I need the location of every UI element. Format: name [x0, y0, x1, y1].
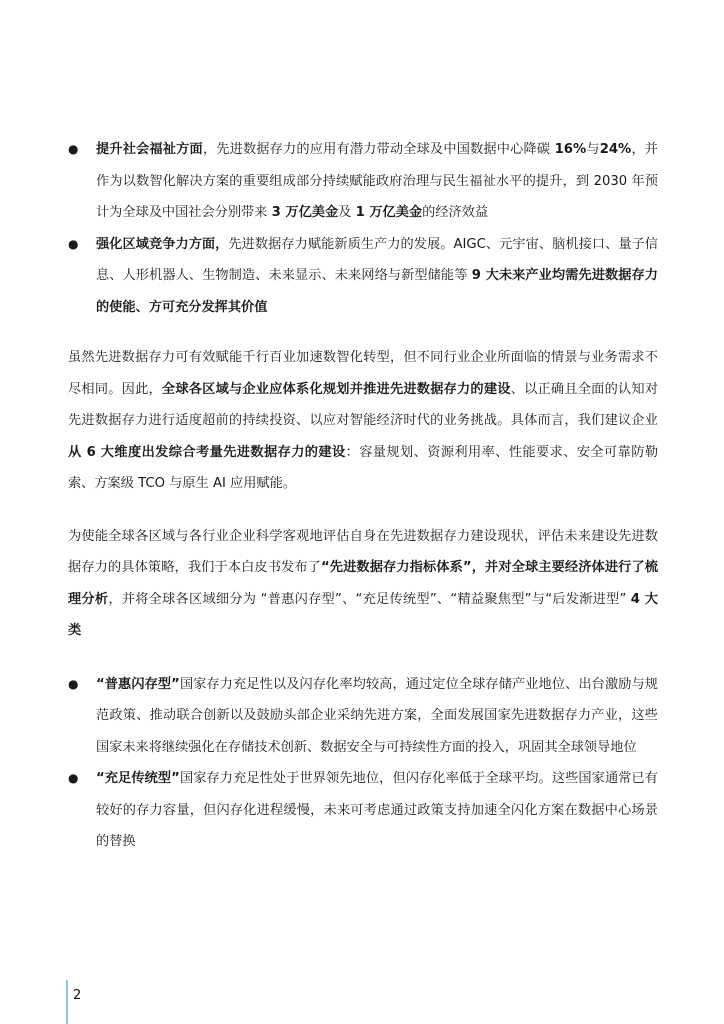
bullet-icon: ●: [68, 142, 79, 156]
bullet-icon: ●: [68, 771, 79, 785]
text-run: 为使能全球各区域与各行业企业科学客观地评估自身在先进数据存力建设现状，评估未来建设先进数据存力的具体策略，我们于本白皮书发布了: [68, 528, 658, 575]
text-run: ，先进数据存力的应用有潜力带动全球及中国数据中心降碳: [202, 142, 555, 157]
list-item: [68, 134, 658, 229]
page-number: 2: [73, 988, 82, 1003]
bold-text-run: 16%: [554, 142, 587, 157]
text-run: 先进数据存力赋能新质生产力的发展。AIGC、元宇宙、脑机接口、量子信息、人形机器人、生物制造、未来显示、未来网络与新型储能等: [96, 236, 658, 283]
list-item-text: [96, 237, 658, 315]
category-bullet-list: [68, 669, 658, 858]
text-run: ，并作为以数智化解决方案的重要组成部分持续赋能政府治理与民生福祉水平的提升，到 2030 年预计为全球及中国社会分别带来: [96, 142, 658, 220]
document-body: [68, 134, 658, 858]
text-run: 国家存力充足性以及闪存化率均较高，通过定位全球存储产业地位、出台激励与规范政策、推动联合创新以及鼓励头部企业采纳先进方案，全面发展国家先进数据存力产业，这些国家未来将继续强化在存储技术创新、数据安全与可持续性方面的投入，巩固其全球领导地位: [96, 676, 658, 755]
bold-text-run: 全球各区域与企业应体系化规划并推进先进数据存力的建设: [161, 381, 511, 397]
bold-text-run: “先进数据存力指标体系”，并对全球主要经济体进行了梳理分析: [68, 560, 658, 607]
text-run: 与: [586, 142, 600, 157]
list-item-text: [96, 142, 658, 220]
bullet-icon: ●: [68, 236, 79, 251]
bold-text-run: 3 万亿美金: [271, 205, 339, 220]
bold-text-run: 1 万亿美金: [355, 205, 423, 220]
text-run: 国家存力充足性处于世界领先地位，但闪存化率低于全球平均。这些国家通常已有较好的存力容量，但闪存化进程缓慢，未来可考虑通过政策支持加速全闪化方案在数据中心场景的替换: [96, 771, 658, 849]
text-run: 及: [338, 205, 356, 220]
list-item: [68, 669, 658, 764]
text-run: ，并将全球各区域细分为 “普惠闪存型”、“充足传统型”、“精益聚焦型”与“后发渐进型”: [108, 591, 631, 607]
bold-text-run: “充足传统型”: [96, 771, 180, 786]
bold-text-run: 提升社会福祉方面: [96, 142, 203, 157]
bold-text-run: 4 大类: [68, 591, 658, 638]
benefits-bullet-list: [68, 134, 658, 323]
page-number-accent-bar: [66, 980, 68, 1024]
spacer: [68, 323, 658, 342]
bold-text-run: 24%: [599, 142, 632, 157]
list-item-text: [96, 677, 658, 755]
text-run: ：容量规划、资源利用率、性能要求、安全可靠防勒索、方案级 TCO 与原生 AI 应用赋能。: [68, 444, 659, 491]
bold-text-run: 从 6 大维度出发综合考量先进数据存力的建设: [68, 444, 346, 460]
bold-text-run: 9 大未来产业均需先进数据存力的使能、方可充分发挥其价值: [96, 268, 658, 315]
paragraph: [68, 342, 658, 500]
spacer: [68, 647, 658, 669]
bold-text-run: 强化区域竞争力方面，: [96, 236, 229, 252]
list-item-text: [96, 771, 658, 849]
list-item: [68, 229, 658, 324]
bold-text-run: “普惠闪存型”: [96, 676, 180, 692]
text-run: 的经济效益: [422, 205, 489, 220]
spacer: [68, 500, 658, 521]
bullet-icon: ●: [68, 676, 79, 691]
text-run: 虽然先进数据存力可有效赋能千行百业加速数智化转型，但不同行业企业所面临的情景与业务需求不尽相同。因此，: [68, 350, 658, 397]
paragraph: [68, 521, 658, 647]
list-item: [68, 763, 658, 858]
text-run: 、以正确且全面的认知对先进数据存力进行适度超前的持续投资、以应对智能经济时代的业务挑战。具体而言，我们建议企业: [68, 381, 659, 428]
